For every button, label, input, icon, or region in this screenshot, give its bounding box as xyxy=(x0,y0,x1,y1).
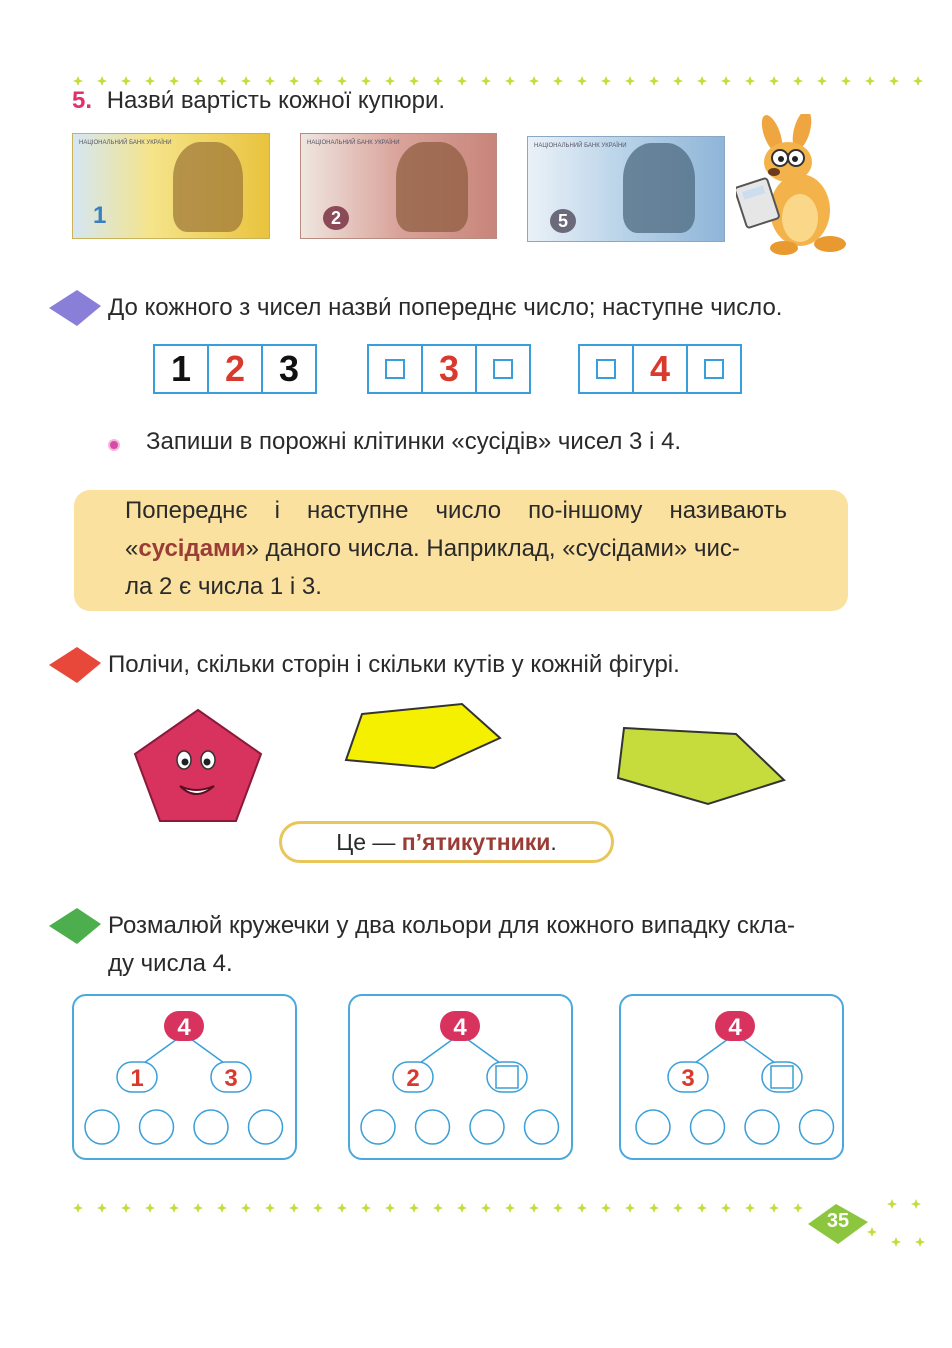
empty-cell[interactable] xyxy=(369,346,423,392)
color-circle[interactable] xyxy=(85,1110,119,1144)
star-dot-icon xyxy=(457,1203,467,1213)
star-dot-icon xyxy=(313,1203,323,1213)
number-cell: 2 xyxy=(209,346,263,392)
number-row-3 xyxy=(578,344,742,394)
star-dot-icon xyxy=(457,76,467,86)
star-dot-icon xyxy=(841,76,851,86)
info-note-text xyxy=(125,492,787,606)
square-icon xyxy=(385,359,405,379)
square-icon xyxy=(596,359,616,379)
task-number: 5. xyxy=(72,87,93,114)
empty-cell[interactable] xyxy=(688,346,740,392)
color-circle[interactable] xyxy=(361,1110,395,1144)
star-dot-icon xyxy=(97,1203,107,1213)
color-circle[interactable] xyxy=(416,1110,450,1144)
color-circle[interactable] xyxy=(745,1110,779,1144)
color-task-line: Розмалюй кружечки у два кольори для кожного випадку скла- xyxy=(108,912,795,939)
composition-trees xyxy=(0,994,952,1164)
star-dot-icon xyxy=(649,1203,659,1213)
star-dot-icon xyxy=(721,76,731,86)
star-dot-icon xyxy=(649,76,659,86)
color-circle[interactable] xyxy=(525,1110,559,1144)
star-dot-icon xyxy=(915,1237,925,1247)
green-pentagon-shape xyxy=(616,726,788,808)
star-dot-icon xyxy=(793,1203,803,1213)
star-dot-icon xyxy=(481,76,491,86)
star-dot-icon xyxy=(121,1203,131,1213)
caption-prefix: Це — xyxy=(336,828,402,855)
note-quote: « xyxy=(125,535,139,562)
color-circle[interactable] xyxy=(140,1110,174,1144)
top-number: 4 xyxy=(177,1014,191,1041)
number-cell: 3 xyxy=(423,346,477,392)
green-diamond-icon xyxy=(47,906,103,946)
star-dot-icon xyxy=(529,1203,539,1213)
star-dot-icon xyxy=(673,76,683,86)
note-line: Попереднє і наступне число по-іншому називають xyxy=(125,497,787,524)
star-dot-icon xyxy=(889,76,899,86)
pentagon-face-shape xyxy=(132,708,264,824)
star-dot-icon xyxy=(289,1203,299,1213)
star-dot-icon xyxy=(697,1203,707,1213)
color-circle[interactable] xyxy=(249,1110,283,1144)
top-number: 4 xyxy=(453,1014,467,1041)
banknote-value: 1 xyxy=(93,202,107,229)
number-cell: 1 xyxy=(155,346,209,392)
shapes-caption xyxy=(279,821,614,863)
star-dot-icon xyxy=(481,1203,491,1213)
shapes-task-text: Полічи, скільки сторін і скільки кутів у кожній фігурі. xyxy=(108,651,680,678)
task5-text: Назви́ вартість кожної купюри. xyxy=(106,87,446,114)
color-circle[interactable] xyxy=(194,1110,228,1144)
note-line: ла 2 є числа 1 і 3. xyxy=(125,573,322,600)
banknote-2 xyxy=(300,133,497,239)
banknote-1 xyxy=(72,133,270,239)
star-dot-icon xyxy=(891,1237,901,1247)
star-dot-icon xyxy=(361,1203,371,1213)
star-dot-icon xyxy=(769,1203,779,1213)
star-dot-icon xyxy=(817,76,827,86)
banknote-portrait xyxy=(173,142,243,232)
star-dot-icon xyxy=(673,1203,683,1213)
top-number: 4 xyxy=(728,1014,742,1041)
star-dot-icon xyxy=(265,1203,275,1213)
neighbors-task-text: До кожного з чисел назви́ попереднє число; наступне число. xyxy=(108,294,783,321)
note-highlight: сусідами xyxy=(138,535,246,562)
banknote-value: 2 xyxy=(323,206,349,230)
note-line-rest: » даного числа. Наприклад, «сусідами» чис- xyxy=(245,535,740,562)
red-diamond-icon xyxy=(47,645,103,685)
number-cell: 3 xyxy=(278,348,300,389)
star-dot-icon xyxy=(865,76,875,86)
empty-cell[interactable] xyxy=(477,346,529,392)
page-number: 35 xyxy=(826,1210,850,1232)
star-dot-icon xyxy=(529,76,539,86)
star-dot-icon xyxy=(553,1203,563,1213)
color-circle[interactable] xyxy=(800,1110,834,1144)
number-row-1 xyxy=(153,344,317,394)
note-line xyxy=(125,530,787,568)
caption-highlight: п’ятикутники xyxy=(401,828,551,855)
star-dot-icon xyxy=(169,1203,179,1213)
color-circle[interactable] xyxy=(691,1110,725,1144)
star-dot-icon xyxy=(409,1203,419,1213)
star-dot-icon xyxy=(505,1203,515,1213)
number-row-2 xyxy=(367,344,531,394)
banknote-bank-label: НАЦІОНАЛЬНИЙ БАНК УКРАЇНИ xyxy=(79,140,172,146)
color-task-line: ду числа 4. xyxy=(108,950,233,977)
star-dot-icon xyxy=(697,76,707,86)
star-dot-icon xyxy=(73,1203,83,1213)
banknote-portrait xyxy=(623,143,695,233)
star-dot-icon xyxy=(911,1199,921,1209)
square-icon xyxy=(493,359,513,379)
banknote-value: 5 xyxy=(550,209,576,233)
color-circle[interactable] xyxy=(470,1110,504,1144)
banknote-portrait xyxy=(396,142,468,232)
star-dot-icon xyxy=(913,76,923,86)
star-dot-icon xyxy=(337,1203,347,1213)
star-dot-icon xyxy=(769,76,779,86)
purple-diamond-icon xyxy=(47,288,103,328)
star-dot-icon xyxy=(505,76,515,86)
star-dot-icon xyxy=(887,1199,897,1209)
star-dot-icon xyxy=(601,76,611,86)
yellow-pentagon-shape xyxy=(344,700,504,772)
bullet-icon xyxy=(108,439,120,451)
star-dot-icon xyxy=(433,1203,443,1213)
star-dot-icon xyxy=(385,1203,395,1213)
star-dot-icon xyxy=(625,1203,635,1213)
banknote-bank-label: НАЦІОНАЛЬНИЙ БАНК УКРАЇНИ xyxy=(534,143,627,149)
star-dot-icon xyxy=(721,1203,731,1213)
star-dot-icon xyxy=(745,1203,755,1213)
bullet-task-text: Запиши в порожні клітинки «сусідів» чисел 3 і 4. xyxy=(146,428,682,455)
left-part-number: 2 xyxy=(406,1065,420,1092)
star-dot-icon xyxy=(577,1203,587,1213)
star-dot-icon xyxy=(625,76,635,86)
caption-suffix: . xyxy=(550,828,557,855)
star-dot-icon xyxy=(793,76,803,86)
banknote-bank-label: НАЦІОНАЛЬНИЙ БАНК УКРАЇНИ xyxy=(307,140,400,146)
empty-cell[interactable] xyxy=(580,346,634,392)
color-task-text xyxy=(108,907,795,983)
color-circle[interactable] xyxy=(636,1110,670,1144)
star-dot-icon xyxy=(145,1203,155,1213)
left-part-number: 1 xyxy=(130,1065,144,1092)
star-dot-icon xyxy=(217,1203,227,1213)
right-part-number: 3 xyxy=(224,1065,238,1092)
banknote-5 xyxy=(527,136,725,242)
star-dot-icon xyxy=(745,76,755,86)
star-dot-icon xyxy=(577,76,587,86)
star-dot-icon xyxy=(553,76,563,86)
star-dot-icon xyxy=(601,1203,611,1213)
left-part-number: 3 xyxy=(681,1065,695,1092)
task5-heading xyxy=(72,82,445,120)
kangaroo-mascot xyxy=(736,114,848,256)
star-dot-icon xyxy=(241,1203,251,1213)
square-icon xyxy=(704,359,724,379)
star-dot-icon xyxy=(193,1203,203,1213)
number-cell: 4 xyxy=(634,346,688,392)
